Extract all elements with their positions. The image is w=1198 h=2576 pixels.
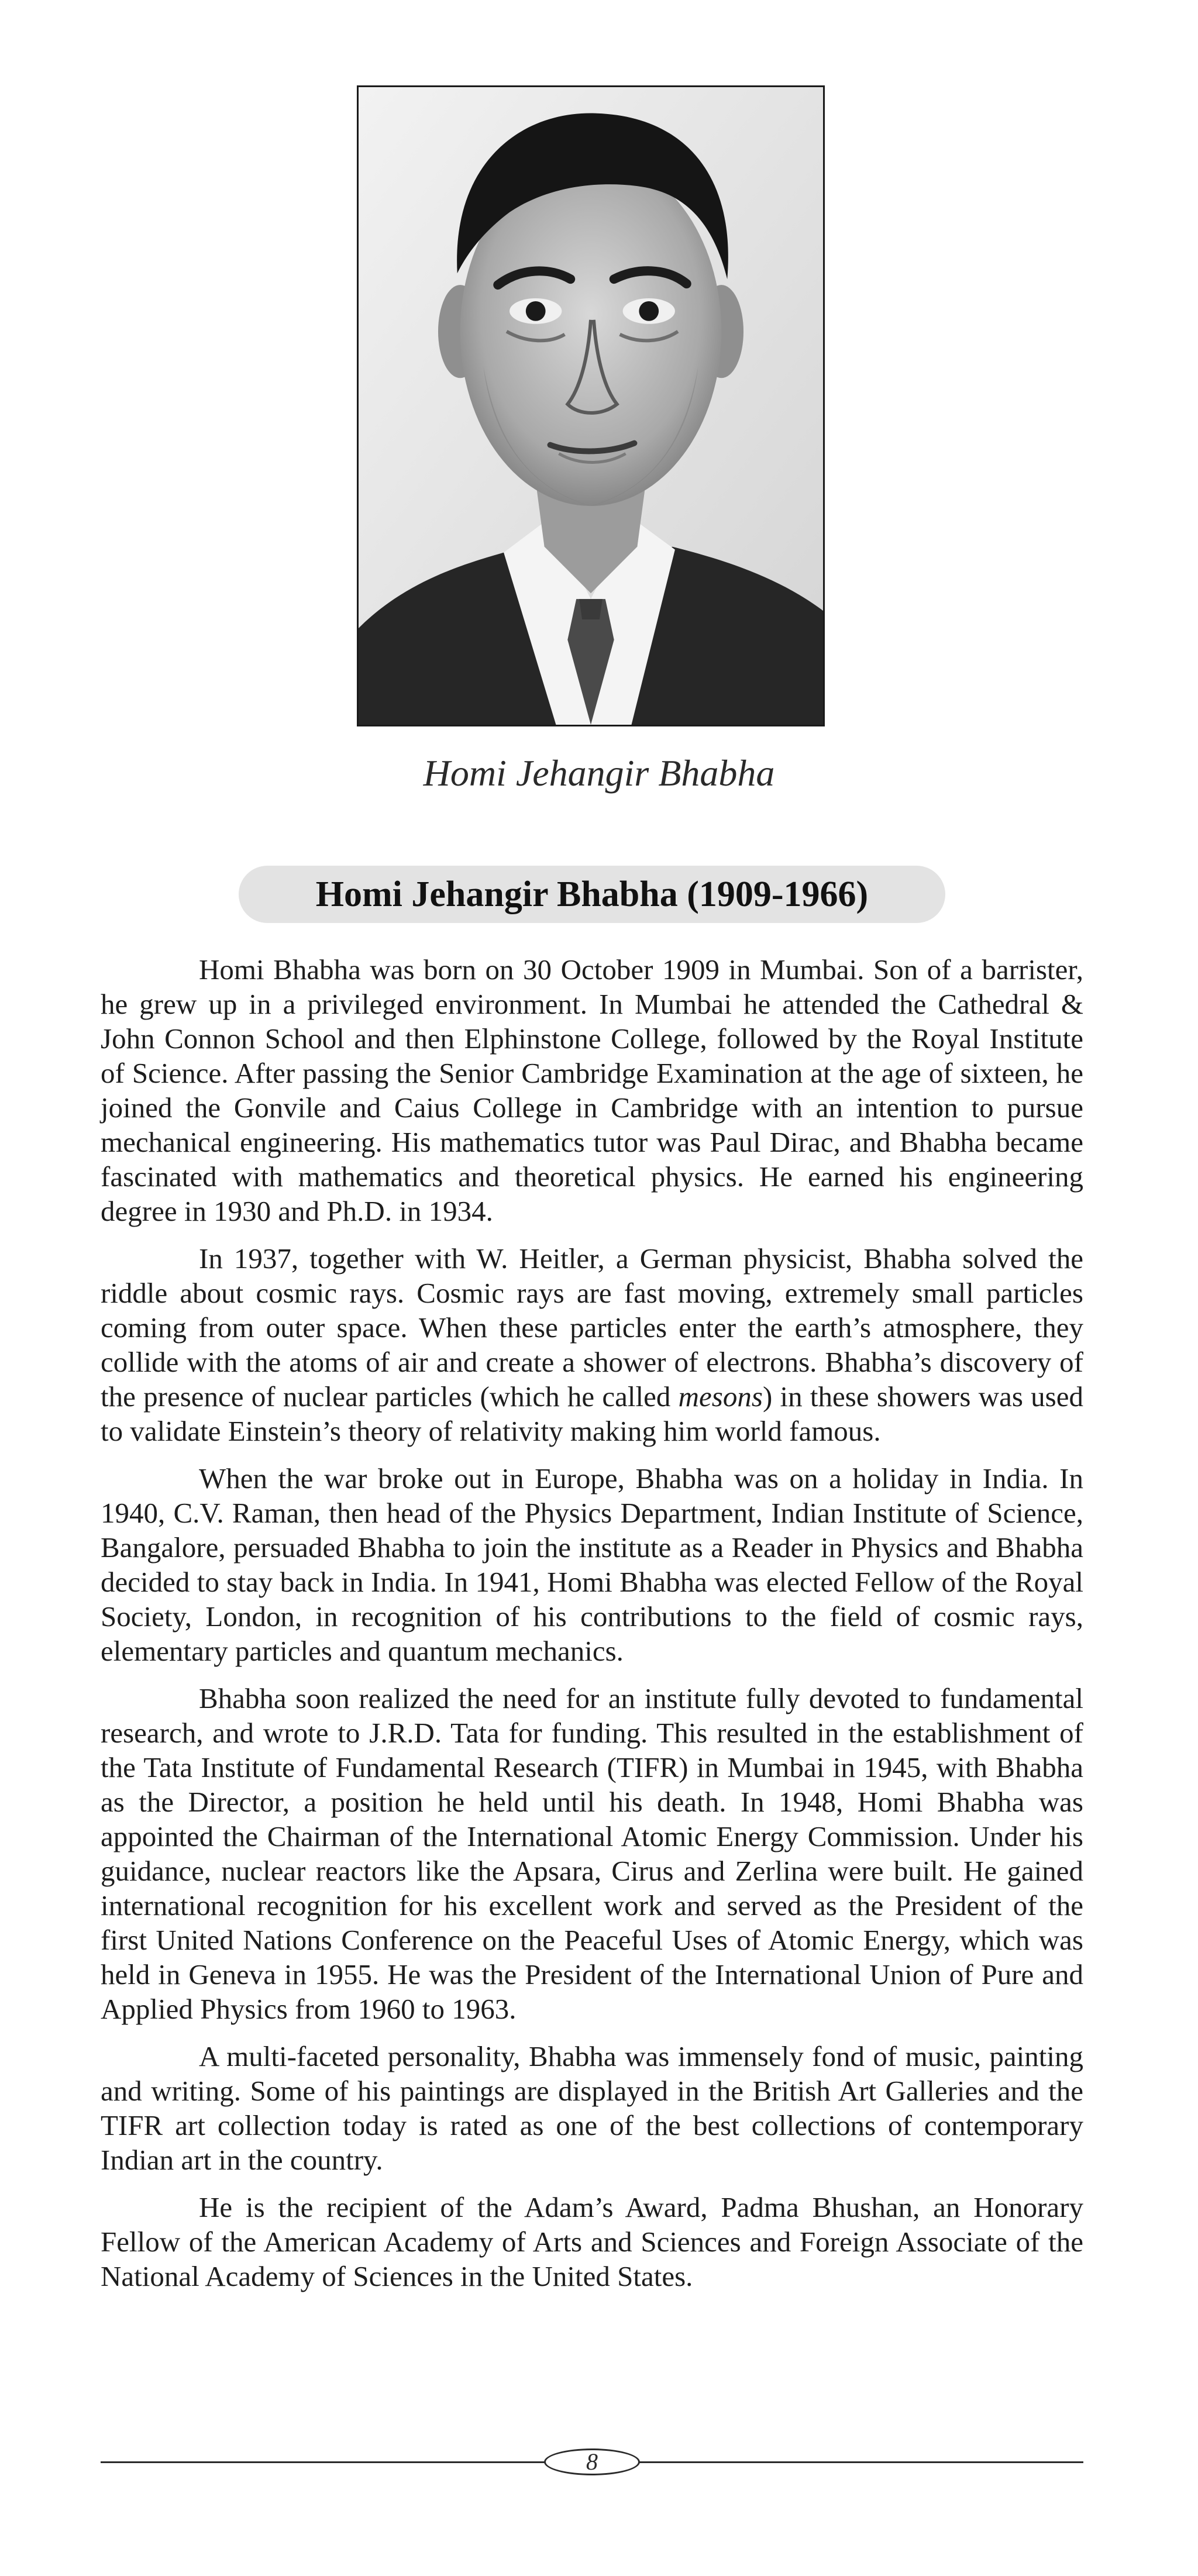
footer-rule-left (101, 2461, 545, 2463)
paragraph-cosmic-rays-part-1: In 1937, together with W. Heitler, a German physicist, Bhabha solved the riddle about cosmic rays. Cosmic rays are fast moving, extremely small particles coming from outer space. When these particles enter the earth’s atmosphere, they collide with the atoms of air and create a shower of electrons. Bhabha’s discovery of the presence of nuclear particles (which he called (101, 1242, 1083, 1413)
paragraph-awards: He is the recipient of the Adam’s Award, Padma Bhushan, an Honorary Fellow of the American Academy of Arts and Sciences and Foreign Associate of the National Academy of Sciences in the United States. (101, 2191, 1083, 2292)
portrait-illustration (359, 87, 823, 725)
paragraph-early-life: Homi Bhabha was born on 30 October 1909 in Mumbai. Son of a barrister, he grew up in a privileged environment. In Mumbai he attended the Cathedral & John Connon School and then Elphinstone College, followed by the Royal Institute of Science. After passing the Senior Cambridge Examination at the age of sixteen, he joined the Gonvile and Caius College in Cambridge with an intention to pursue mechanical engineering. His mathematics tutor was Paul Dirac, and Bhabha became fascinated with mathematics and theoretical physics. He earned his engineering degree in 1930 and Ph.D. in 1934. (101, 953, 1083, 1227)
paragraph-arts: A multi-faceted personality, Bhabha was immensely fond of music, painting and writing. Some of his paintings are displayed in the British Art Galleries and the TIFR art collection today is rated as one of the best collections of contemporary Indian art in the country. (101, 2040, 1083, 2176)
mesons-term: mesons (678, 1380, 763, 1413)
photo-caption: Homi Jehangir Bhabha (423, 752, 775, 794)
paragraph-tifr: Bhabha soon realized the need for an institute fully devoted to fundamental research, and wrote to J.R.D. Tata for funding. This resulted in the establishment of the Tata Institute of Fundamental Research (TIFR) in Mumbai in 1945, with Bhabha as the Director, a position he held until his death. In 1948, Homi Bhabha was appointed the Chairman of the International Atomic Energy Commission. Under his guidance, nuclear reactors like the Apsara, Cirus and Zerlina were built. He gained international recognition for his excellent work and served as the President of the first United Nations Conference on the Peaceful Uses of Atomic Energy, which was held in Geneva in 1955. He was the President of the International Union of Pure and Applied Physics from 1960 to 1963. (101, 1682, 1083, 2025)
footer-rule-right (639, 2461, 1083, 2463)
biography-text (101, 952, 1083, 2306)
page-title: Homi Jehangir Bhabha (1909-1966) (315, 874, 869, 914)
paragraph-cosmic-rays (101, 1241, 1083, 1448)
portrait-photo (357, 85, 825, 726)
paragraph-cosmic-rays-part-2: ) in these showers was used to validate Einstein’s theory of relativity making him world famous. (101, 1380, 1083, 1447)
paragraph-return-to-india: When the war broke out in Europe, Bhabha was on a holiday in India. In 1940, C.V. Raman, then head of the Physics Department, Indian Institute of Science, Bangalore, persuaded Bhabha to join the institute as a Reader in Physics and Bhabha decided to stay back in India. In 1941, Homi Bhabha was elected Fellow of the Royal Society, London, in recognition of his contributions to the field of cosmic rays, elementary particles and quantum mechanics. (101, 1462, 1083, 1667)
page-number: 8 (586, 2448, 598, 2475)
